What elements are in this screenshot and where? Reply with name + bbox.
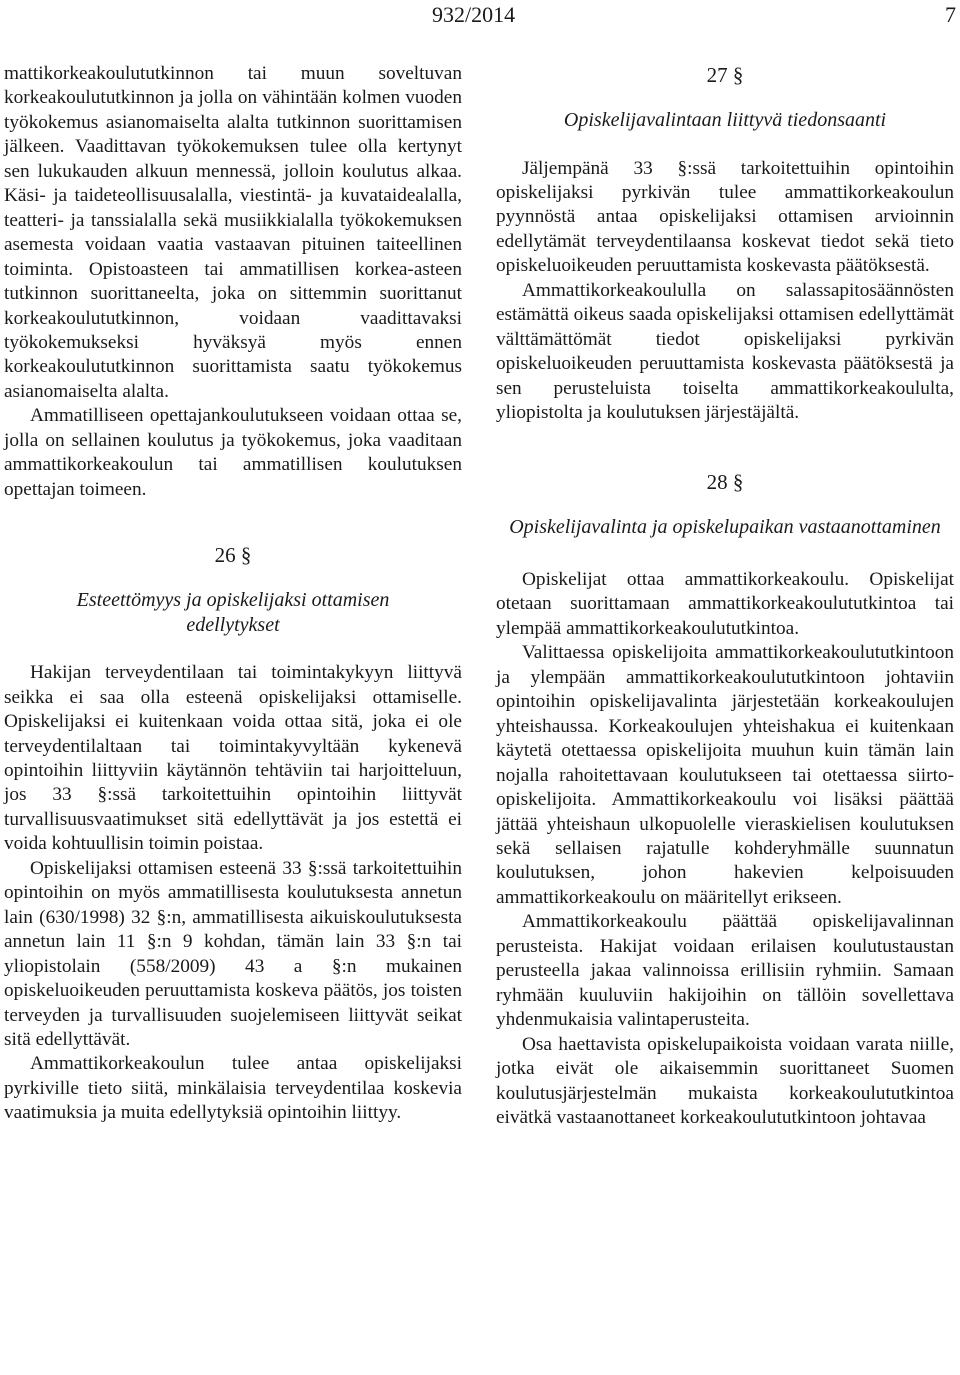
section-title: Esteettömyys ja opiskelijaksi ottamisen edellytykset (76, 589, 390, 636)
paragraph: Ammattikorkeakoululla on salassapitosäännösten estämättä oikeus saada opiskelijaksi ottamisen edellyttämät välttämättömät tiedot opiskelijaksi pyrkivän opiskeluoikeuden peruuttamista koskevasta päätöksestä ja sen perusteluista toiselta ammattikorkeakoululta, yliopistolta ja koulutuksen järjestäjältä. (496, 279, 954, 424)
page-number: 7 (945, 2, 956, 27)
paragraph: Valittaessa opiskelijoita ammattikorkeakoulututkintoon ja ylempään ammattikorkeakoulututkintoon johtaviin opintoihin opiskelijavalinta järjestetään korkeakoulujen yhteishaussa. Korkeakoulujen yhteishakua ei kuitenkaan käytetä otettaessa opiskelijoita muuhun kuin tämän lain nojalla rahoitettavaan koulutukseen tai otettaessa siirto-opiskelijoita. Ammattikorkeakoulu voi lisäksi päättää jättää yhteishaun ulkopuolelle vieraskielisen koulutuksen sekä sellaisen rajatulle kohderyhmälle suunnatun koulutuksen, johon hakevien kelpoisuuden ammattikorkeakoulu on määritellyt erikseen. (496, 642, 954, 908)
section-number: 27 § (706, 63, 744, 87)
page-header (0, 0, 960, 30)
continuation-paragraph: mattikorkeakoulututkinnon tai muun soveltuvan korkeakoulututkinnon ja jolla on vähintään kolmen vuoden työkokemus asianomaiselta alalta tutkinnon suorittamisen jälkeen. Vaadittavan työkokemuksen tulee olla kertynyt sen lukukauden alkuun mennessä, jolloin koulutus alkaa. Käsi- ja taideteollisuusalalla, viestintä- ja kuvataidealalla, teatteri- ja tanssialalla sekä musiikkialalla työkokemuksen asemesta voidaan vaatia vastaavan pituinen taiteellinen toiminta. Opistoasteen tai ammatillisen korkea-asteen tutkinnon suorittaneelta, joka on sittemmin suorittanut korkeakoulututkinnon, voidaan vaadittavaksi työkokemukseksi hyväksyä myös ennen korkeakoulututkinnon suorittamista saatu työkokemus asianomaiselta alalta. (4, 63, 462, 402)
document-number: 932/2014 (432, 2, 516, 27)
section-spacer (4, 502, 462, 542)
paragraph: Osa haettavista opiskelupaikoista voidaan varata niille, jotka eivät ole aikaisemmin suorittaneet Suomen koulutusjärjestelmän mukaista korkeakoulututkintoa eivätkä vastaanottaneet korkeakoulututkintoon johtavaa (496, 1033, 954, 1128)
section-spacer (496, 133, 954, 157)
paragraph: Opiskelijaksi ottamisen esteenä 33 §:ssä tarkoitettuihin opintoihin on myös ammatillisesta koulutuksesta annetun lain (630/1998) 32 §:n, ammatillisesta aikuiskoulutuksesta annetun lain 11 §:n 9 kohdan, tämän lain 33 §:n tai yliopistolain (558/2009) 43 a §:n mukainen opiskeluoikeuden peruuttamista koskeva päätös, jos toisten terveyden ja turvallisuuden suojelemiseen liittyvät seikat sitä edellyttävät. (4, 857, 462, 1050)
section-spacer (4, 637, 462, 661)
section-spacer (4, 568, 462, 588)
paragraph: Ammattikorkeakoulun tulee antaa opiskelijaksi pyrkiville tieto siitä, minkälaisia terveydentilaa koskevia vaatimuksia ja muita edellytyksiä opintoihin liittyy. (4, 1053, 462, 1124)
section-spacer (496, 540, 954, 568)
section-spacer (496, 495, 954, 515)
section-number: 26 § (214, 543, 252, 568)
section-title: Opiskelijavalintaan liittyvä tiedonsaanti (563, 109, 887, 131)
paragraph: Ammatilliseen opettajankoulutukseen voidaan ottaa se, jolla on sellainen koulutus ja työkokemus, joka vaaditaan ammattikorkeakoulun tai ammatillisen koulutuksen opettajan toimeen. (4, 405, 462, 500)
section-spacer (496, 425, 954, 469)
paragraph: Hakijan terveydentilaan tai toimintakykyyn liittyvä seikka ei saa olla esteenä opiskelijaksi ottamiselle. Opiskelijaksi ei kuitenkaan voida ottaa sitä, joka ei ole terveydentilaltaan tai toimintakyvyltään kykenevä opintoihin liittyviin käytännön tehtäviin tai harjoitteluun, jos 33 §:ssä tarkoitettuihin opintoihin liittyvät turvallisuusvaatimukset sitä edellyttävät ja jos estettä ei voida kohtuullisin toimin poistaa. (4, 662, 462, 855)
paragraph: Jäljempänä 33 §:ssä tarkoitettuihin opintoihin opiskelijaksi pyrkivän tulee ammattikorkeakoulun pyynnöstä antaa opiskelijaksi ottamisen arvioinnin edellytämät terveydentilaansa koskevat tiedot sekä tieto opiskeluoikeuden peruuttamista koskevasta päätöksestä. (496, 157, 954, 277)
left-column (4, 62, 462, 1126)
section-number: 28 § (706, 470, 744, 495)
right-column (496, 62, 954, 1130)
paragraph: Ammattikorkeakoulu päättää opiskelijavalinnan perusteista. Hakijat voidaan erilaisen koulutustaustan perusteella jakaa valinnoissa erillisiin ryhmiin. Samaan ryhmään kuuluviin hakijoihin on tällöin sovellettava yhdenmukaisia valintaperusteita. (496, 911, 954, 1031)
section-title: Opiskelijavalinta ja opiskelupaikan vastaanottaminen (509, 516, 941, 539)
section-spacer (496, 88, 954, 108)
paragraph: Opiskelijat ottaa ammattikorkeakoulu. Opiskelijat otetaan suorittamaan ammattikorkeakoulututkintoa tai ylempää ammattikorkeakoulututkintoa. (496, 568, 954, 639)
